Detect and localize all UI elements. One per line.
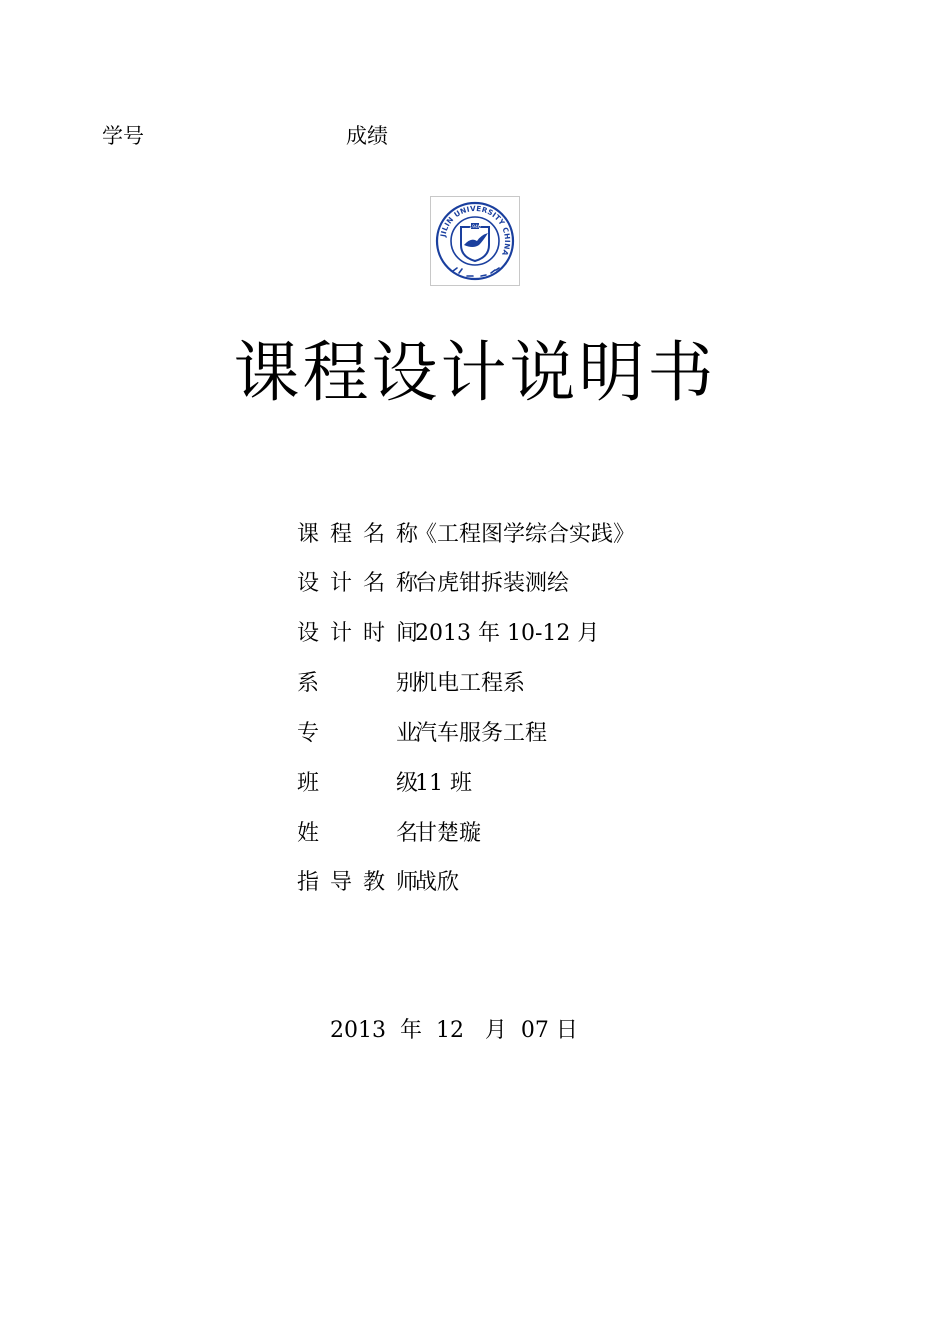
field-value: 机电工程系 [415, 671, 526, 696]
field-label: 系别 [297, 671, 418, 696]
field-department [297, 669, 526, 699]
field-label: 指导教师 [297, 870, 418, 895]
field-value: 甘楚璇 [415, 821, 482, 846]
field-student-name [297, 819, 482, 849]
field-label: 设计时间 [297, 621, 418, 646]
svg-text:1946: 1946 [469, 225, 481, 230]
field-value: 11 班 [415, 771, 472, 796]
field-design-time [297, 619, 600, 649]
field-label: 设计名称 [297, 571, 418, 596]
field-label: 专业 [297, 721, 418, 746]
document-title: 课程设计说明书 [233, 334, 717, 411]
field-value: 汽车服务工程 [415, 721, 548, 746]
student-id-label: 学号 [102, 124, 144, 148]
field-label: 班级 [297, 771, 418, 796]
field-value: 台虎钳拆装测绘 [415, 571, 570, 596]
field-value: 2013 年 10-12 月 [415, 621, 600, 646]
field-course-name [297, 520, 636, 550]
svg-text:JILIN UNIVERSITY CHINA: JILIN UNIVERSITY CHINA [438, 203, 513, 258]
score-label: 成绩 [346, 124, 388, 148]
field-major [297, 719, 548, 749]
field-value: 战欣 [415, 870, 460, 895]
field-class [297, 769, 472, 799]
field-label: 课程名称 [297, 522, 418, 547]
document-date: 2013 年 12 月 07 日 [330, 1018, 578, 1043]
field-value: 《工程图学综合实践》 [415, 522, 636, 547]
university-logo-icon [430, 196, 520, 286]
field-instructor [297, 868, 460, 898]
field-label: 姓名 [297, 821, 418, 846]
field-design-name [297, 569, 570, 599]
